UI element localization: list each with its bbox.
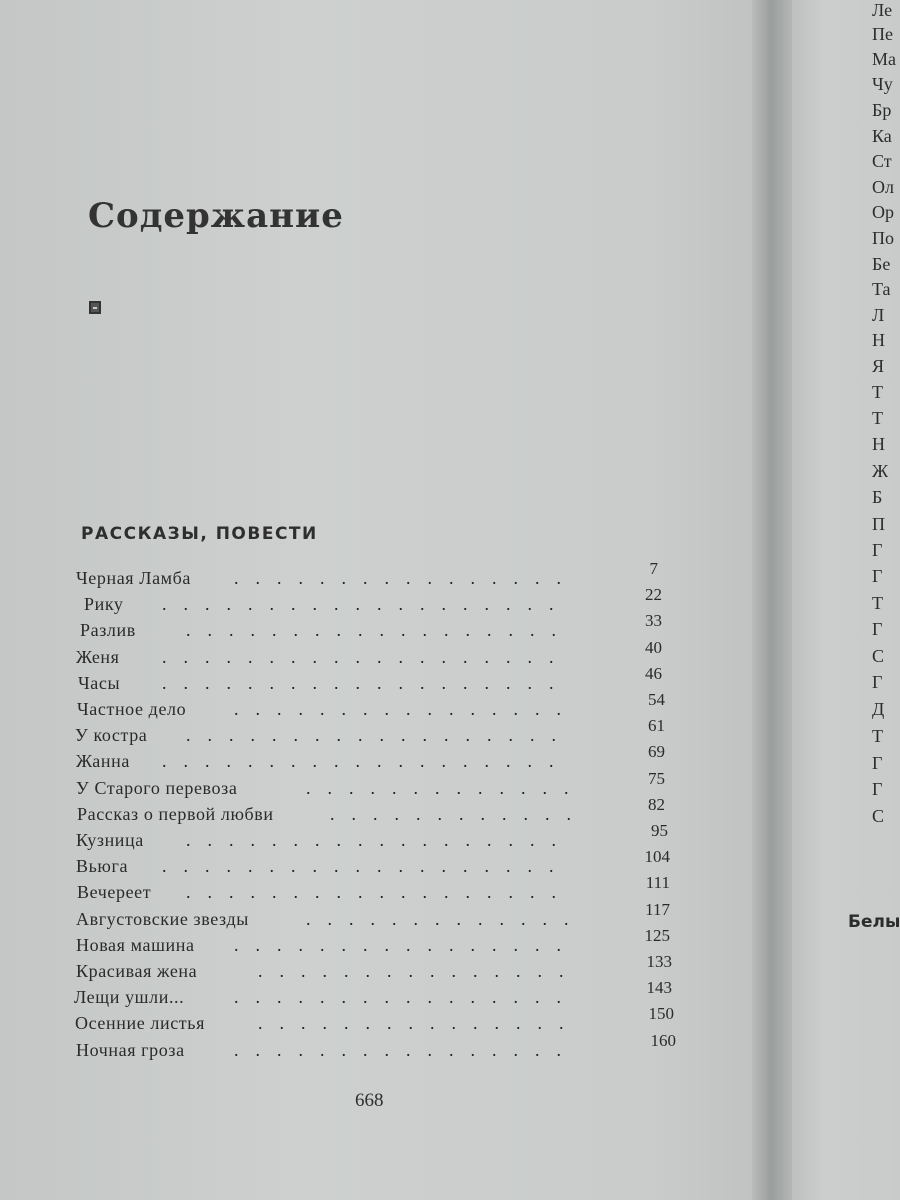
toc-leader-dots: ................ bbox=[234, 699, 578, 719]
toc-entry bbox=[0, 847, 700, 882]
toc-entry-page: 75 bbox=[648, 768, 665, 788]
right-toc-entry: Бе bbox=[872, 254, 891, 274]
right-toc-entry: Чу bbox=[872, 74, 893, 94]
right-toc-entry: Г bbox=[872, 779, 883, 799]
toc-entry-title: Красивая жена bbox=[76, 961, 198, 981]
toc-entry-title: Вьюга bbox=[76, 856, 129, 877]
toc-entry-page: 82 bbox=[648, 794, 665, 814]
toc-entry-title: Женя bbox=[76, 646, 120, 667]
toc-leader-dots: .................. bbox=[186, 620, 573, 641]
toc-leader-dots: ................ bbox=[234, 568, 578, 588]
toc-entry-title: Вечереет bbox=[77, 882, 152, 903]
toc-entry-title: Рику bbox=[84, 594, 124, 615]
right-toc-entry: П bbox=[872, 514, 885, 534]
right-toc-entry: Ор bbox=[872, 202, 894, 222]
toc-entry bbox=[0, 952, 700, 987]
right-toc-entry: Г bbox=[872, 619, 883, 639]
right-toc-entry: Ол bbox=[872, 177, 894, 197]
toc-entry bbox=[0, 585, 700, 620]
toc-entry-title: Августовские звезды bbox=[76, 908, 249, 929]
page-title: Содержание bbox=[88, 196, 344, 236]
toc-entry bbox=[0, 925, 700, 961]
toc-leader-dots: ............. bbox=[306, 777, 586, 798]
toc-entry bbox=[0, 637, 700, 673]
toc-entry bbox=[0, 899, 700, 935]
right-toc-entry: Т bbox=[872, 408, 883, 428]
right-toc-entry: Я bbox=[872, 356, 885, 376]
right-toc-entry: Т bbox=[872, 382, 883, 402]
toc-leader-dots: ............ bbox=[330, 803, 588, 824]
toc-entry-title: Черная Ламба bbox=[76, 568, 192, 588]
right-toc-entry: Л bbox=[872, 305, 885, 325]
toc-entry-page: 7 bbox=[649, 559, 658, 578]
toc-entry-title: У Старого перевоза bbox=[76, 777, 238, 798]
toc-entry-title: Частное дело bbox=[77, 699, 187, 719]
toc-leader-dots: ................ bbox=[234, 1039, 578, 1060]
right-toc-entry: Та bbox=[872, 279, 891, 299]
toc-entry-page: 69 bbox=[648, 742, 665, 762]
toc-entry-page: 150 bbox=[648, 1004, 674, 1024]
right-toc-entry: Г bbox=[872, 540, 883, 560]
right-toc-entry: С bbox=[872, 646, 885, 666]
page-number: 668 bbox=[355, 1090, 384, 1111]
toc-leader-dots: .................. bbox=[186, 725, 573, 746]
toc-leader-dots: ............... bbox=[258, 1013, 581, 1034]
toc-leader-dots: ................... bbox=[162, 672, 571, 693]
toc-entry-page: 133 bbox=[646, 952, 672, 971]
right-toc-entry: Г bbox=[872, 753, 883, 773]
toc-entry-page: 61 bbox=[648, 716, 665, 736]
toc-entry-title: Ночная гроза bbox=[76, 1039, 185, 1060]
toc-entry-page: 33 bbox=[645, 611, 662, 631]
toc-entry-title: Разлив bbox=[80, 620, 136, 641]
toc-entry bbox=[0, 768, 700, 804]
toc-leader-dots: ................... bbox=[162, 594, 571, 615]
right-toc-entry: Ма bbox=[872, 49, 896, 69]
right-page bbox=[792, 0, 900, 1200]
toc-leader-dots: ............. bbox=[306, 908, 586, 929]
toc-leader-dots: ................ bbox=[234, 987, 578, 1008]
toc-entry-title: Кузница bbox=[76, 830, 144, 850]
toc-entry bbox=[0, 716, 700, 751]
toc-entry-title: Осенние листья bbox=[75, 1013, 205, 1034]
toc-leader-dots: ................... bbox=[162, 856, 571, 877]
right-toc-entry: Т bbox=[872, 593, 883, 613]
toc-entry bbox=[0, 663, 700, 699]
toc-entry-title: Жанна bbox=[76, 751, 130, 772]
toc-entry-page: 125 bbox=[644, 925, 670, 945]
toc-entry-page: 104 bbox=[644, 847, 670, 867]
toc-entry-title: У костра bbox=[75, 725, 148, 746]
right-toc-entry: Н bbox=[872, 330, 885, 350]
right-toc-entry: Ка bbox=[872, 126, 892, 146]
toc-entry bbox=[0, 1030, 700, 1066]
toc-leader-dots: .................. bbox=[186, 830, 573, 850]
toc-entry-page: 40 bbox=[645, 637, 662, 657]
right-toc-entry: Г bbox=[872, 566, 883, 586]
toc-entry bbox=[0, 611, 700, 646]
toc-leader-dots: ................... bbox=[162, 751, 571, 772]
toc-entry-title: Лещи ушли... bbox=[74, 987, 185, 1008]
toc-leader-dots: ................... bbox=[162, 646, 571, 667]
toc-entry bbox=[0, 690, 700, 725]
right-toc-entry: Ст bbox=[872, 151, 892, 171]
right-toc-entry: С bbox=[872, 806, 885, 826]
toc-entry bbox=[0, 1004, 700, 1039]
right-toc-entry: Н bbox=[872, 434, 885, 454]
right-toc-entry: Пе bbox=[872, 24, 893, 44]
toc-entry bbox=[0, 794, 700, 830]
toc-entry-page: 117 bbox=[645, 899, 670, 919]
right-toc-entry: Ле bbox=[872, 0, 893, 20]
right-toc-entry: Бр bbox=[872, 100, 892, 120]
right-toc-entry: Ж bbox=[872, 461, 889, 481]
toc-leader-dots: ................ bbox=[234, 934, 578, 955]
toc-entry bbox=[0, 559, 700, 594]
toc-entry-page: 54 bbox=[648, 690, 665, 709]
toc-entry bbox=[0, 873, 700, 908]
toc-entry-page: 22 bbox=[645, 585, 662, 605]
section-heading: РАССКАЗЫ, ПОВЕСТИ bbox=[81, 524, 318, 544]
toc-leader-dots: .................. bbox=[186, 882, 573, 903]
toc-entry-page: 95 bbox=[651, 821, 668, 840]
toc-entry bbox=[0, 978, 700, 1013]
publisher-mark-icon bbox=[89, 301, 101, 314]
right-toc-entry: Т bbox=[872, 726, 883, 746]
right-toc-entry: По bbox=[872, 228, 894, 248]
toc-entry-page: 143 bbox=[646, 978, 672, 998]
toc-entry bbox=[0, 821, 700, 856]
toc-entry bbox=[0, 742, 700, 777]
toc-entry-title: Новая машина bbox=[76, 934, 195, 955]
toc-entry-title: Рассказ о первой любви bbox=[77, 803, 274, 824]
toc-entry-title: Часы bbox=[78, 672, 121, 693]
toc-entry-page: 111 bbox=[645, 873, 670, 893]
right-toc-entry: Г bbox=[872, 672, 883, 692]
toc-entry-page: 160 bbox=[650, 1030, 676, 1050]
toc-entry-page: 46 bbox=[645, 663, 662, 683]
right-page-heading: Белы bbox=[848, 912, 900, 932]
book-gutter bbox=[752, 0, 794, 1200]
toc-leader-dots: ............... bbox=[258, 961, 581, 981]
right-toc-entry: Д bbox=[872, 699, 885, 719]
right-toc-entry: Б bbox=[872, 487, 883, 507]
